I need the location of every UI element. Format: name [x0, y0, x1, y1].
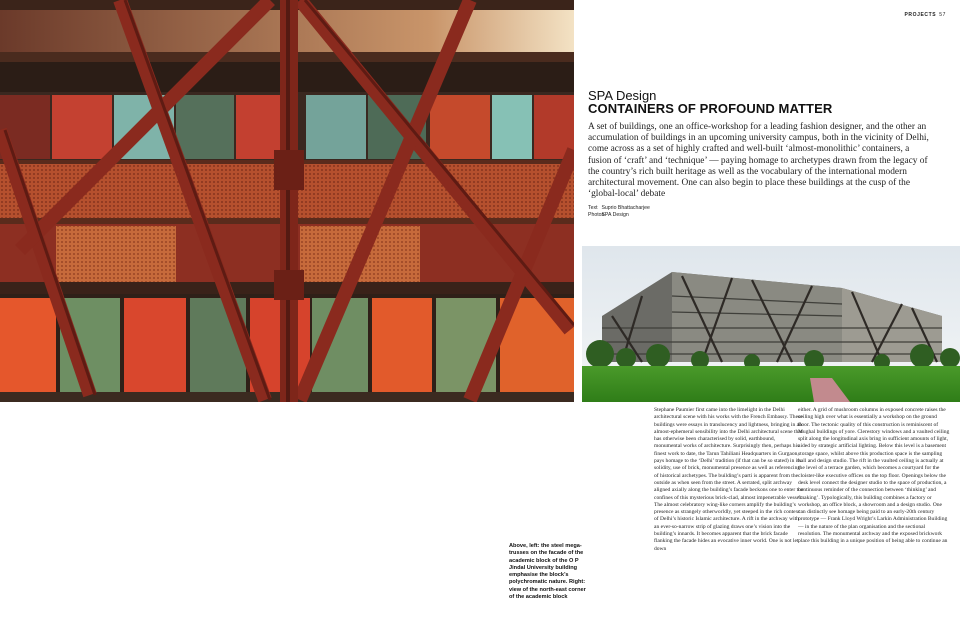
firm-name: SPA Design: [588, 88, 657, 103]
facade-truss-photo: [0, 0, 574, 402]
page-number: 57: [939, 12, 946, 18]
article-credits: [588, 205, 650, 220]
credit-text-label: Text: [588, 205, 598, 211]
article-intro: A set of buildings, one an office-workshop for a leading fashion designer, and the other an accumulation of buildings in an upcoming university campus, both in the vicinity of Delhi, come across as a set of highly crafted and well-built ‘almost-monolithic’ containers, a fusion of ‘craft’ and ‘technique’ — paying homage to archetypes drawn from the legacy of the country’s rich built heritage as well as the vocabulary of the international modern architectural movement. One can also begin to place these buildings at the cusp of the ‘global-local’ debate: [588, 122, 929, 200]
credit-photos-label: Photos: [588, 212, 605, 219]
body-column-2: either. A grid of mushroom columns in exposed concrete raises the ceiling high over what is essentially a workshop on the ground floor. The tectonic quality of this construction is reminiscent of Mughal buildings of yore. Clerestory windows and a vaulted ceiling split along the longitudinal axis bring in sufficient amounts of light, aided by strategic artificial lighting. Below this level is a basement storage space, whilst above this production space is the sampling hall and design studio. The rift in the vaulted ceiling is actually at the level of a terrace garden, which becomes a courtyard for the cloister-like executive offices on the top floor. Openings below the desk level connect the designer studio to the space of production, a continuous reminder of the connection between ‘thinking’ and ‘making’. Typologically, this building combines a factory or workshop, an office block, a showroom and a design studio. One can distinctly see homage being paid to an early-20th century prototype — Frank Lloyd Wright’s Larkin Administration Building — in the nature of the plan organisation and the sectional resolution. The monumental archway and the exposed brickwork place this building in a unique position of being able to continue an: [798, 407, 950, 545]
photo-caption: Above, left: the steel mega-trusses on the facade of the academic block of the O P Jindal University building emphasise the block’s polychromatic nature. Right: view of the north-east corner of the academic block: [509, 543, 586, 601]
article-title: CONTAINERS OF PROFOUND MATTER: [588, 101, 833, 116]
credit-text-value: Suprio Bhattacharjee: [601, 205, 650, 211]
section-label: PROJECTS: [904, 12, 937, 18]
credit-photos-value: SPA Design: [601, 212, 629, 219]
academic-block-photo: [582, 246, 960, 402]
running-header: [904, 12, 946, 18]
body-column-1: Stephane Paumier first came into the limelight in the Delhi architectural scene with his works with the French Embassy. These buildings were essays in translucency and lightness, bringing in an almost-ephemeral sensibility into the Delhi architectural scene that has otherwise been characterised by solid, earthbound, monumental works of architecture. Surprisingly then, perhaps his finest work to date, the Tarun Tahiliani Headquarters in Gurgaon, pays homage to the ‘Delhi’ tradition (if that can be so stated) in its solidity, use of brick, monumental presence as well as referencing of historical archetypes. The building’s parti is apparent from the outside as when seen from the street. A serrated, split archway aligned axially along the building’s facade beckons one to enter the confines of this mysterious brick-clad, almost impenetrable vessel. The almost celebratory wing-like corners amplify the building’s presence as strangely otherworldly, yet steeped in the rich context of Delhi’s historic Islamic architecture. A rift in the archway with an ever-so-narrow strip of glazing draws one’s vision into the building’s innards. It becomes apparent that the brick facade flanking the facade hides an evocative inner world. One is not let down: [654, 407, 804, 552]
